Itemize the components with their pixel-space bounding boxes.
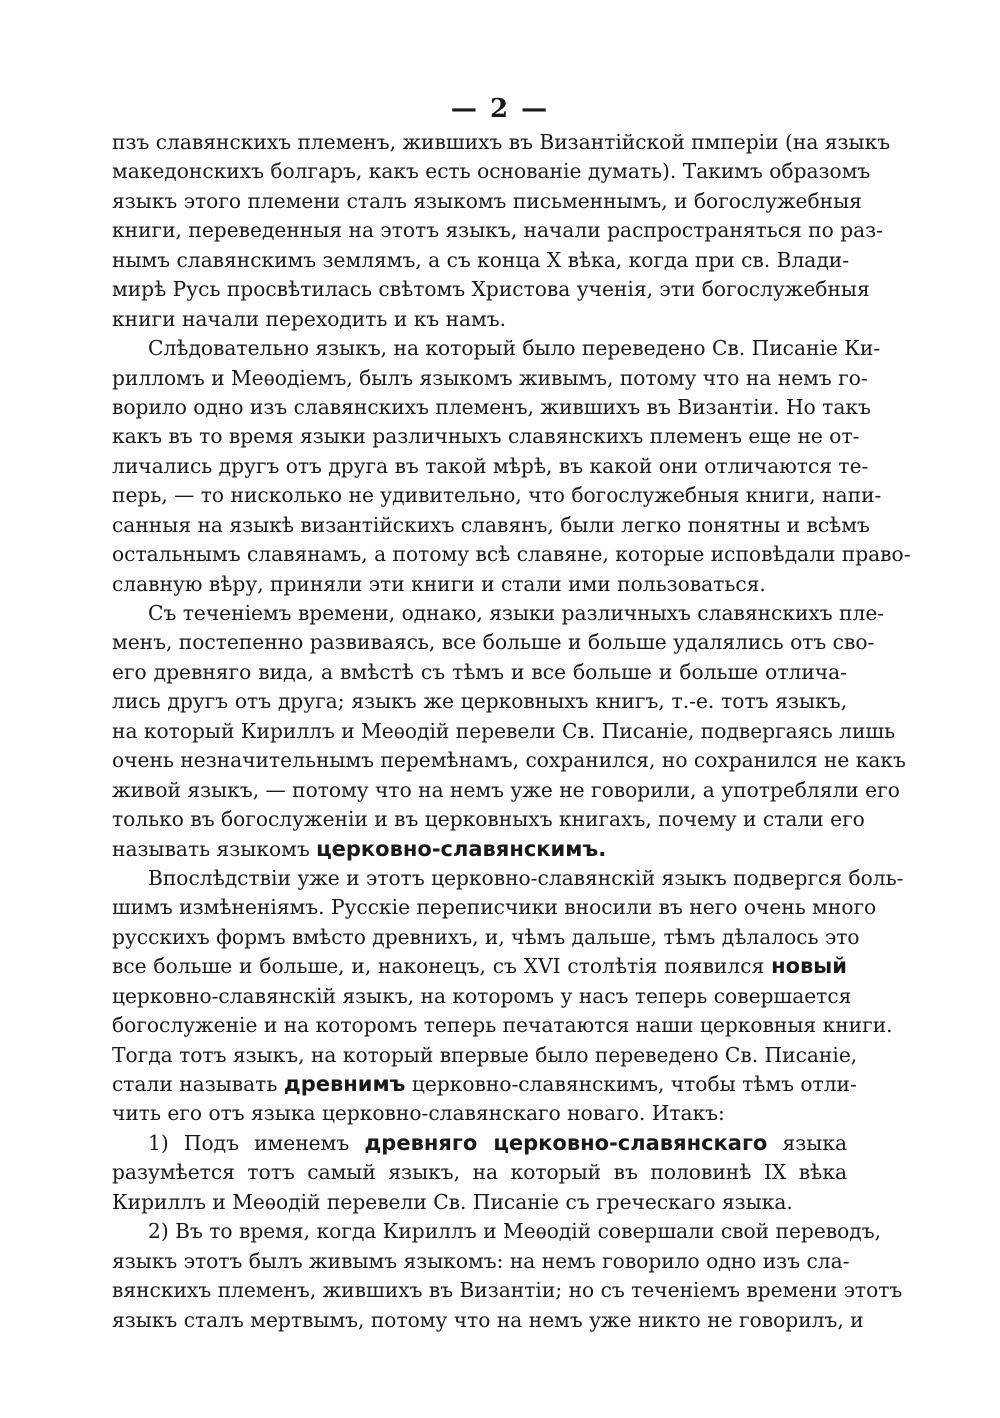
bold-term: церковно-славянскимъ. — [316, 836, 607, 861]
text-line — [112, 481, 882, 510]
text-line — [112, 864, 904, 893]
text-run: 1) Подъ именемъ — [148, 1130, 365, 1155]
text-run: книги, переведенныя на этотъ языкъ, начали распространяться по раз- — [112, 218, 883, 243]
text-line — [112, 1217, 881, 1246]
text-line — [112, 835, 847, 864]
text-run: на который Кириллъ и Меѳодій перевели Св. Писаніе, подвергаясь лишь — [112, 718, 896, 743]
text-run: личались другъ отъ друга въ такой мѣрѣ, въ какой они отличаются те- — [112, 453, 869, 478]
text-line — [112, 952, 847, 981]
body-text — [112, 128, 911, 1335]
text-run: лись другъ отъ друга; языкъ же церковныхъ книгъ, т.-е. тотъ языкъ, — [112, 689, 847, 714]
text-line — [112, 982, 852, 1011]
text-run: живой языкъ, — потому что на немъ уже не говорили, а употребляли его — [112, 777, 900, 802]
text-line — [112, 1099, 847, 1128]
text-line — [112, 246, 850, 275]
text-line — [112, 570, 847, 599]
text-line — [112, 893, 877, 922]
text-line — [112, 275, 870, 304]
text-run: называть языкомъ — [112, 836, 317, 861]
text-line — [112, 452, 869, 481]
text-run: ворило одно изъ славянскихъ племенъ, жившихъ въ Византіи. Но такъ — [112, 394, 871, 419]
text-line — [112, 128, 891, 157]
text-line — [112, 187, 862, 216]
text-run: церковно-славянскій языкъ, на которомъ у насъ теперь совершается — [112, 983, 852, 1008]
text-line — [112, 216, 883, 245]
text-run: Слѣдовательно языкъ, на который было переведено Св. Писаніе Ки- — [148, 336, 881, 361]
text-line — [112, 364, 868, 393]
text-run: языка — [767, 1130, 848, 1155]
text-line — [112, 746, 906, 775]
text-line — [112, 334, 881, 363]
text-run: шимъ измѣненіямъ. Русскіе переписчики вносили въ него очень много — [112, 895, 877, 920]
text-run: остальнымъ славянамъ, а потому всѣ славяне, которые исповѣдали право- — [112, 542, 911, 567]
page-number: — 2 — — [450, 94, 550, 124]
text-line — [112, 1276, 903, 1305]
paragraph — [112, 1217, 903, 1335]
text-line — [112, 1041, 858, 1070]
bold-term: древняго церковно-славянскаго — [364, 1130, 768, 1155]
text-run: Впослѣдствіи уже и этотъ церковно-славянскій языкъ подвергся боль- — [148, 865, 904, 890]
text-run: славную вѣру, приняли эти книги и стали ими пользоваться. — [112, 571, 766, 596]
text-line — [112, 1129, 847, 1158]
text-line — [112, 540, 911, 569]
paragraph — [112, 599, 906, 864]
text-line — [112, 923, 860, 952]
text-run: богослуженіе и на которомъ теперь печатаются наши церковныя книги. — [112, 1013, 893, 1038]
text-run: 2) Въ то время, когда Кириллъ и Меѳодій совершали свой переводъ, — [148, 1219, 881, 1244]
text-line — [112, 1011, 893, 1040]
text-line — [112, 1306, 864, 1335]
text-line — [112, 1247, 850, 1276]
paragraph — [112, 334, 911, 599]
text-run: чить его отъ языка церковно-славянскаго новаго. Итакъ: — [112, 1101, 725, 1126]
text-line — [112, 157, 871, 186]
text-run: македонскихъ болгаръ, какъ есть основаніе думать). Такимъ образомъ — [112, 159, 871, 184]
text-run: менъ, постепенно развиваясь, все больше и больше удалялись отъ сво- — [112, 630, 875, 655]
text-run: русскихъ формъ вмѣсто древнихъ, и, чѣмъ дальше, тѣмъ дѣлалось это — [112, 924, 860, 949]
text-run: нымъ славянскимъ землямъ, а съ конца X вѣка, когда при св. Влади- — [112, 247, 850, 272]
text-run: стали называть — [112, 1072, 284, 1096]
text-run: мирѣ Русь просвѣтилась свѣтомъ Христова ученія, эти богослужебныя — [112, 277, 870, 302]
bold-term: новый — [771, 954, 847, 979]
text-run: перь, — то нисколько не удивительно, что богослужебныя книги, напи- — [112, 483, 882, 508]
text-run: книги начали переходить и къ намъ. — [112, 306, 507, 331]
text-run: вянскихъ племенъ, жившихъ въ Византіи; но съ теченіемъ времени этотъ — [112, 1278, 903, 1303]
text-run: санныя на языкѣ византійскихъ славянъ, были легко понятны и всѣмъ — [112, 512, 870, 537]
text-run: языкъ сталъ мертвымъ, потому что на немъ уже никто не говорилъ, и — [112, 1307, 864, 1332]
text-line — [112, 599, 885, 628]
paragraph — [112, 864, 904, 1129]
text-run: все больше и больше, и, наконецъ, съ XVI столѣтія появился — [112, 954, 772, 979]
text-line — [112, 687, 847, 716]
text-line — [112, 1188, 847, 1217]
text-line — [112, 511, 870, 540]
paragraph — [112, 1129, 847, 1217]
text-run: Кириллъ и Меѳодій перевели Св. Писаніе съ греческаго языка. — [112, 1189, 793, 1214]
text-line — [112, 628, 875, 657]
text-line — [112, 658, 847, 687]
paragraph — [112, 128, 891, 334]
text-line — [112, 805, 865, 834]
text-line — [112, 1158, 847, 1187]
text-line — [112, 422, 860, 451]
text-run: церковно-славянскимъ, чтобы тѣмъ отли- — [405, 1072, 857, 1096]
text-run: Тогда тотъ языкъ, на который впервые было переведено Св. Писаніе, — [112, 1042, 858, 1067]
text-line — [112, 1070, 857, 1099]
text-line — [112, 776, 900, 805]
bold-term: древнимъ — [283, 1072, 406, 1096]
text-run: разумѣется тотъ самый языкъ, на который въ половинѣ IX вѣка — [112, 1160, 847, 1185]
text-run: Съ теченіемъ времени, однако, языки различныхъ славянскихъ пле- — [148, 601, 885, 625]
text-run: языкъ этого племени сталъ языкомъ письменнымъ, и богослужебныя — [112, 188, 862, 213]
text-run: его древняго вида, а вмѣстѣ съ тѣмъ и все больше и больше отлича- — [112, 659, 847, 684]
text-run: языкъ этотъ былъ живымъ языкомъ: на немъ говорило одно изъ сла- — [112, 1248, 850, 1273]
text-line — [112, 393, 871, 422]
text-run: только въ богослуженіи и въ церковныхъ книгахъ, почему и стали его — [112, 807, 865, 832]
text-run: пзъ славянскихъ племенъ, жившихъ въ Византійской пмперіи (на языкъ — [112, 130, 891, 154]
text-line — [112, 305, 847, 334]
text-run: рилломъ и Меѳодіемъ, былъ языкомъ живымъ, потому что на немъ го- — [112, 365, 868, 390]
text-line — [112, 717, 896, 746]
text-run: какъ въ то время языки различныхъ славянскихъ племенъ еще не от- — [112, 424, 860, 449]
text-run: очень незначительнымъ перемѣнамъ, сохранился, но сохранился не какъ — [112, 748, 906, 773]
